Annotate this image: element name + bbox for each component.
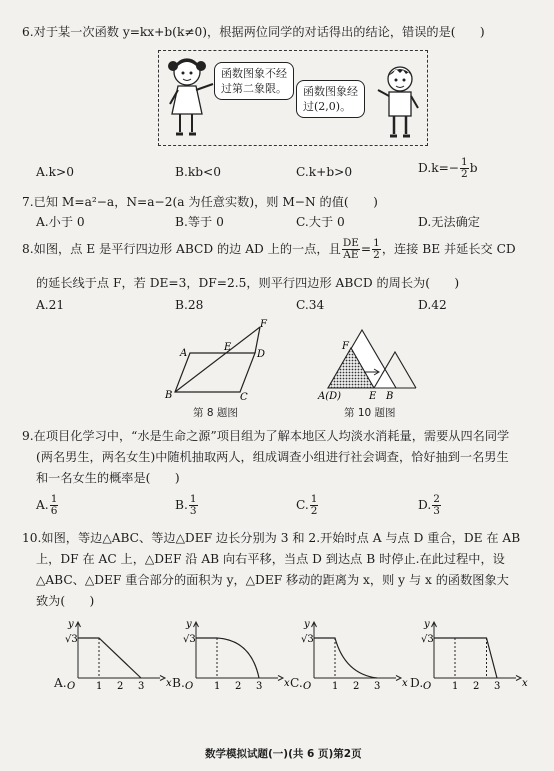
q7-option-c: C.大于 0 <box>296 215 345 229</box>
x-tick-2: 2 <box>473 681 480 692</box>
q10-stem-line-4: 致为( ) <box>36 594 95 608</box>
page-footer: 数学模拟试题(一)(共 6 页)第2页 <box>205 748 362 760</box>
q8-equals: = <box>360 242 372 256</box>
x-tick-1: 1 <box>332 681 339 692</box>
x-axis-arrow <box>516 676 521 681</box>
q10-figure-caption: 第 10 题图 <box>344 407 396 419</box>
q8-fraction-2-denominator: 2 <box>373 249 380 261</box>
q10-stem-line-1: 10.如图，等边△ABC、等边△DEF 边长分别为 3 和 2.开始时点 A 与点 D 重合，DE 在 AB <box>22 531 521 545</box>
y-tick-sqrt3: √3 <box>301 634 314 645</box>
q8-fraction-2-numerator: 1 <box>373 237 380 249</box>
q9-option-d-fraction <box>432 494 441 517</box>
q10-stem-line-2: 上，DF 在 AC 上，△DEF 沿 AB 向右平移，当点 D 到达点 B 时停止.在此过程中，设 <box>36 552 505 566</box>
q6-option-d <box>418 157 478 180</box>
q10-graph-d <box>421 618 528 692</box>
q9-option-d-numerator: 2 <box>433 493 440 505</box>
q6-option-d-fraction <box>460 157 469 180</box>
q10-stem-line-3: △ABC、△DEF 重合部分的面积为 y，△DEF 移动的距离为 x，则 y 与 x 的函数图象大 <box>36 573 509 587</box>
x-tick-3: 3 <box>374 681 381 692</box>
x-tick-2: 2 <box>117 681 124 692</box>
q6-option-d-prefix: D.k=− <box>418 161 460 175</box>
x-axis-arrow <box>396 676 401 681</box>
q8-stem-prefix: 8.如图，点 E 是平行四边形 ABCD 的边 AD 上的一点，且 <box>22 242 341 256</box>
q9-option-a-denominator: 6 <box>50 505 58 517</box>
function-curve <box>196 638 259 678</box>
x-tick-1: 1 <box>214 681 221 692</box>
boy-speech-line-1: 函数图象经 <box>303 85 358 98</box>
q10-option-c-label: C. <box>290 676 303 690</box>
girl-speech-line-1: 函数图象不经 <box>221 67 287 80</box>
q8-figure <box>160 318 280 403</box>
girl-cartoon-icon <box>165 54 215 142</box>
q6-option-b: B.kb<0 <box>175 165 221 179</box>
boy-speech-line-2: 过(2,0)。 <box>303 100 352 113</box>
x-tick-1: 1 <box>96 681 103 692</box>
q9-option-c-denominator: 2 <box>310 505 318 517</box>
q8-stem-line-2: 的延长线于点 F，若 DE=3，DF=2.5，则平行四边形 ABCD 的周长为( ) <box>36 276 460 290</box>
function-curve <box>434 638 497 678</box>
q10-graph-a <box>65 618 172 692</box>
function-curve <box>314 638 377 678</box>
fig8-label-d: D <box>257 349 266 360</box>
q9-stem-line-3: 和一名女生的概率是( ) <box>36 471 180 485</box>
q8-fraction-de-ae <box>342 238 360 261</box>
q9-option-b-label: B. <box>175 498 188 512</box>
q8-option-c: C.34 <box>296 298 325 312</box>
q8-stem-line-1 <box>22 238 516 261</box>
fig8-label-e: E <box>224 342 232 353</box>
y-axis-label: y <box>424 619 430 630</box>
q6-option-c: C.k+b>0 <box>296 165 353 179</box>
x-axis-label: x <box>166 678 172 689</box>
fig10-label-f: F <box>342 341 349 352</box>
q9-option-b <box>175 494 199 517</box>
q10-graph-c <box>301 618 408 692</box>
girl-speech-bubble <box>214 62 294 100</box>
q9-option-a-label: A. <box>36 498 49 512</box>
fig8-label-b: B <box>165 390 173 401</box>
fig8-label-a: A <box>180 348 188 359</box>
fig10-label-e: E <box>369 391 377 402</box>
q9-option-c-numerator: 1 <box>310 493 318 505</box>
x-tick-1: 1 <box>452 681 459 692</box>
y-axis-label: y <box>186 619 192 630</box>
y-axis-label: y <box>304 619 310 630</box>
q7-stem: 7.已知 M=a²−a，N=a−2(a 为任意实数)，则 M−N 的值( ) <box>22 195 378 209</box>
x-axis-label: x <box>402 678 408 689</box>
x-axis-label: x <box>522 678 528 689</box>
x-tick-3: 3 <box>256 681 263 692</box>
y-axis-label: y <box>68 619 74 630</box>
q8-stem-suffix: ，连接 BE 并延长交 CD <box>381 242 516 256</box>
q9-option-c <box>296 494 319 517</box>
fig8-label-f: F <box>260 319 267 330</box>
q9-option-a-fraction <box>50 494 59 517</box>
fig10-label-ad: A(D) <box>318 391 342 402</box>
q8-option-d: D.42 <box>418 298 447 312</box>
q6-option-d-suffix: b <box>469 161 478 175</box>
y-tick-sqrt3: √3 <box>183 634 196 645</box>
q8-fraction-numerator: DE <box>342 237 359 249</box>
q9-option-d <box>418 494 442 517</box>
q8-fraction-denominator: AE <box>343 249 359 261</box>
origin-label: O <box>303 681 312 692</box>
q9-stem-line-1: 9.在项目化学习中，“水是生命之源”项目组为了解本地区人均淡水消耗量，需要从四名同学 <box>22 429 510 443</box>
boy-cartoon-icon <box>376 64 422 142</box>
x-tick-2: 2 <box>353 681 360 692</box>
x-axis-label: x <box>284 678 290 689</box>
origin-label: O <box>67 681 76 692</box>
q8-option-b: B.28 <box>175 298 204 312</box>
x-tick-3: 3 <box>138 681 145 692</box>
q6-stem: 6.对于某一次函数 y=kx+b(k≠0)，根据两位同学的对话得出的结论，错误的是( ) <box>22 25 485 39</box>
q9-option-b-fraction <box>189 494 198 517</box>
function-curve <box>78 638 141 678</box>
x-tick-3: 3 <box>494 681 501 692</box>
q6-option-d-denominator: 2 <box>461 168 468 180</box>
q10-graph-b <box>183 618 290 692</box>
q6-option-a: A.k>0 <box>36 165 75 179</box>
q9-option-d-denominator: 3 <box>433 505 440 517</box>
x-axis-arrow <box>160 676 165 681</box>
origin-label: O <box>185 681 194 692</box>
q8-fraction-one-half <box>372 238 381 261</box>
q7-option-a: A.小于 0 <box>36 215 85 229</box>
q9-option-b-numerator: 1 <box>189 493 197 505</box>
q6-option-d-numerator: 1 <box>461 156 468 168</box>
q9-option-d-label: D. <box>418 498 432 512</box>
q9-option-a <box>36 494 59 517</box>
q9-stem-line-2: (两名男生，两名女生)中随机抽取两人，组成调查小组进行社会调查，恰好抽到一名男生 <box>36 450 509 464</box>
q8-figure-caption: 第 8 题图 <box>193 407 238 419</box>
y-tick-sqrt3: √3 <box>421 634 434 645</box>
q8-option-a: A.21 <box>36 298 65 312</box>
q7-option-d: D.无法确定 <box>418 215 480 229</box>
q9-option-c-label: C. <box>296 498 309 512</box>
x-axis-arrow <box>278 676 283 681</box>
origin-label: O <box>423 681 432 692</box>
q9-option-b-denominator: 3 <box>189 505 197 517</box>
y-tick-sqrt3: √3 <box>65 634 78 645</box>
q10-figure <box>318 320 428 402</box>
boy-speech-bubble <box>296 80 365 118</box>
q10-option-d-label: D. <box>410 676 424 690</box>
q10-option-b-label: B. <box>172 676 185 690</box>
q7-option-b: B.等于 0 <box>175 215 224 229</box>
q9-option-c-fraction <box>310 494 319 517</box>
fig8-label-c: C <box>240 392 248 403</box>
girl-speech-line-2: 过第二象限。 <box>221 82 287 95</box>
fig10-label-b: B <box>386 391 394 402</box>
q10-option-a-label: A. <box>54 676 67 690</box>
x-tick-2: 2 <box>235 681 242 692</box>
q9-option-a-numerator: 1 <box>50 493 58 505</box>
